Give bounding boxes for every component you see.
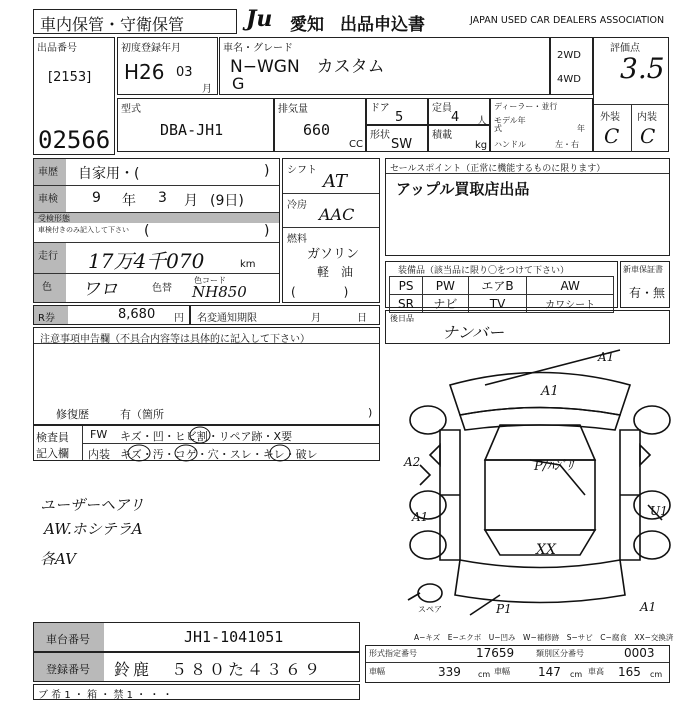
score-vdivider <box>631 104 632 152</box>
registration-month-unit: 月 <box>202 84 212 95</box>
class-value: 0003 <box>624 646 655 660</box>
diagram-mark-p: P/ﾊｼﾞﾘ <box>534 459 574 474</box>
inspector-circles <box>34 426 381 462</box>
chassis-label: 車台番号 <box>46 633 90 646</box>
equipment-box <box>385 261 618 311</box>
color-label-bg <box>34 274 66 302</box>
capacity-value: 4 <box>451 110 460 125</box>
color-code-label: 色コード <box>194 276 226 285</box>
history-label-bg <box>34 159 66 185</box>
equip-ps[interactable]: PS <box>390 277 423 295</box>
class-label: 類別区分番号 <box>536 649 584 658</box>
repair-label: 修復歴 <box>56 408 89 421</box>
equip-navi[interactable]: ナビ <box>423 295 469 313</box>
equip-leather[interactable]: カワシート <box>527 295 614 313</box>
dims-line <box>366 662 669 663</box>
inspection-year: 9 <box>92 190 101 206</box>
equipment-row <box>390 277 614 295</box>
history-line-1 <box>34 185 279 186</box>
door-label: ドア <box>370 103 390 114</box>
color-label: 色 <box>42 282 52 293</box>
load-unit: kg <box>475 140 488 151</box>
height-value: 165 <box>618 665 641 679</box>
lot-bracket: [2153] <box>48 70 92 85</box>
shift-line-1 <box>283 193 379 194</box>
note-line-1: ユーザーヘアリ <box>40 496 144 514</box>
diagram-mark-u1: U1 <box>650 504 668 518</box>
spec-value: 17659 <box>476 646 515 660</box>
registration-box <box>117 37 218 95</box>
car-diagram <box>400 345 680 630</box>
drive-box <box>550 37 593 95</box>
spec-label: 形式指定番号 <box>369 649 417 658</box>
bottom-text: ブ 希 1 ・ 箱 ・ 禁 1 ・ ・ ・ <box>38 690 173 701</box>
equip-sr[interactable]: SR <box>390 295 423 313</box>
length-label: 車幅 <box>369 667 385 676</box>
diagram-mark-a1-front: A1 <box>598 350 615 364</box>
caution-line <box>34 343 379 344</box>
ac-label: 冷房 <box>287 200 307 211</box>
inspection-month: 3 <box>158 190 167 206</box>
color-code-value: NH850 <box>192 283 247 301</box>
new-warranty-box <box>620 261 670 308</box>
sales-value: アップル買取店出品 <box>396 180 530 198</box>
history-block <box>33 158 280 303</box>
type-label: 型式 <box>121 104 141 115</box>
interior-grade: C <box>640 124 656 148</box>
drive-4wd: 4WD <box>557 74 581 85</box>
bottom-strip <box>33 684 360 700</box>
receipt-label-bg <box>34 213 279 223</box>
displacement-box <box>274 98 366 152</box>
damage-legend: A−キズ E−エクボ U−凹み W−補修跡 S−サビ C−腐食 XX−交換済 <box>414 633 674 642</box>
lot-number: 02566 <box>38 126 111 154</box>
history-line-3 <box>34 242 279 243</box>
capacity-label: 定員 <box>432 103 452 114</box>
inspector-box <box>33 425 380 461</box>
shape-label: 形状 <box>370 130 390 141</box>
receipt-note: 車検付きのみ記入して下さい <box>38 226 129 234</box>
new-warranty-value: 有・無 <box>629 286 666 300</box>
door-value: 5 <box>395 110 404 125</box>
interior-check-label: 内装 <box>88 448 110 461</box>
dims-box <box>365 645 670 683</box>
load-box <box>428 125 490 152</box>
spare-label: スペア <box>418 605 442 614</box>
capacity-unit: 人 <box>477 116 487 127</box>
equipment-table <box>389 276 614 313</box>
reg-no-label: 登録番号 <box>46 663 90 676</box>
storage-note: 車内保管・守衛保管 <box>40 15 185 34</box>
chassis-value: JH1-1041051 <box>184 628 284 646</box>
width-value: 147 <box>538 665 561 679</box>
inspector-label-2: 記入欄 <box>36 447 69 460</box>
ac-value: AAC <box>319 205 355 224</box>
displacement-label: 排気量 <box>278 104 308 115</box>
history-line-4 <box>34 273 279 274</box>
interior-check-items: キズ・汚・コゲ・穴・スレ・キレ・破レ <box>120 448 318 461</box>
repair-value: 有（箇所 <box>120 408 164 421</box>
inspection-month-unit: 月 <box>184 193 198 209</box>
capacity-box <box>428 98 490 125</box>
recycle-box <box>33 305 190 325</box>
new-warranty-label: 新車保証書 <box>623 265 663 274</box>
equip-pw[interactable]: PW <box>423 277 469 295</box>
model-grade: G <box>232 74 245 93</box>
height-label: 車高 <box>588 667 604 676</box>
extra-items-box <box>385 310 670 344</box>
model-box <box>219 37 550 95</box>
repair-close: ) <box>368 406 373 419</box>
fw-items: キズ・凹・ヒビ割・リペア跡・X要 <box>120 430 293 443</box>
caution-box <box>33 327 380 425</box>
sales-label: セールスポイント（正常に機能するものに限ります） <box>390 164 606 174</box>
notice-box <box>190 305 380 325</box>
drive-2wd: 2WD <box>557 50 581 61</box>
storage-note-box <box>33 9 237 34</box>
extra-items-value: ナンバー <box>442 323 505 342</box>
registration-month: 03 <box>176 65 193 80</box>
dealer-box <box>490 98 593 152</box>
interior-label: 内装 <box>637 112 657 123</box>
history-label: 車歴 <box>38 167 58 178</box>
inspection-year-unit: 年 <box>122 193 136 209</box>
shift-line-2 <box>283 227 379 228</box>
notice-label: 名変通知期限 <box>197 313 257 324</box>
shift-label: シフト <box>287 165 317 176</box>
model-label: 車名・グレード <box>223 43 293 54</box>
type-box <box>117 98 274 152</box>
shape-value: SW <box>391 137 413 152</box>
mileage-unit: km <box>240 259 256 270</box>
equip-tv[interactable]: TV <box>468 295 527 313</box>
caution-label: 注意事項申告欄（不具合内容等は具体的に記入して下さい） <box>40 334 310 345</box>
org-english: JAPAN USED CAR DEALERS ASSOCIATION <box>470 15 665 26</box>
shift-block <box>282 158 380 303</box>
mileage-value: 17万4千070 <box>88 249 205 273</box>
lot-label: 出品番号 <box>37 43 77 54</box>
registration-era: H26 <box>124 60 165 84</box>
extra-items-label: 後日品 <box>390 314 414 323</box>
equip-aw[interactable]: AW <box>527 277 614 295</box>
score-label: 評価点 <box>610 43 640 54</box>
shape-box <box>366 125 428 152</box>
width-unit: cm <box>570 670 583 679</box>
diagram-mark-a2: A2 <box>404 455 421 469</box>
exterior-grade: C <box>604 124 620 148</box>
equipment-label: 装備品（該当品に限り〇をつけて下さい） <box>398 266 570 276</box>
recycle-label-bg <box>34 306 68 324</box>
diagram-mark-a1-top: A1 <box>541 384 559 399</box>
receipt-label: 受検形態 <box>38 214 70 223</box>
registration-label: 初度登録年月 <box>121 43 181 54</box>
notice-month: 月 <box>311 313 321 324</box>
diagram-mark-a1-left: A1 <box>412 510 429 524</box>
color-value: ワロ <box>82 279 118 300</box>
receipt-paren-close: ) <box>264 223 270 239</box>
inspection-label: 車検 <box>38 194 58 205</box>
ju-logo: Ju <box>246 6 273 32</box>
fuel-label: 燃料 <box>287 234 307 245</box>
inspection-day: (9日) <box>210 193 244 209</box>
type-value: DBA-JH1 <box>160 121 224 139</box>
lot-box <box>33 37 115 155</box>
fuel-diesel: 軽 油 <box>317 265 354 279</box>
org-name: 愛知 <box>290 15 324 35</box>
recycle-value: 8,680 <box>118 307 156 322</box>
chassis-box <box>33 622 360 652</box>
inspection-label-bg <box>34 186 66 212</box>
mileage-label-bg <box>34 243 66 273</box>
repaint-label: 色替 <box>152 283 172 294</box>
score-value: 3.5 <box>620 52 665 85</box>
form-title: 出品申込書 <box>340 15 425 35</box>
model-year-unit: 年 <box>577 124 585 133</box>
note-line-3: 各AV <box>40 550 76 568</box>
recycle-label: R券 <box>38 313 55 324</box>
fw-label: FW <box>90 428 108 441</box>
diagram-mark-p1: P1 <box>496 602 512 616</box>
sales-line <box>386 173 669 174</box>
inspector-label-1: 検査員 <box>36 431 69 444</box>
reg-no-box <box>33 652 360 682</box>
dealer-label: ディーラー・並行 <box>494 102 558 111</box>
door-box <box>366 98 428 125</box>
receipt-paren-open: ( <box>144 223 150 239</box>
recycle-unit: 円 <box>174 313 184 324</box>
diagram-mark-a1-right: A1 <box>640 600 657 614</box>
diagram-mark-xx: XX <box>536 542 556 558</box>
reg-no-value: 鈴鹿 ５８０た４３６９ <box>114 660 324 679</box>
fuel-paren: ( ) <box>291 285 349 299</box>
note-line-2: AW.ホシテラA <box>44 520 143 538</box>
fuel-gas: ガソリン <box>307 247 360 262</box>
length-unit: cm <box>478 670 491 679</box>
handle-label: ハンドル <box>494 140 526 149</box>
mileage-label: 走行 <box>38 251 58 262</box>
displacement-value: 660 <box>303 121 331 139</box>
shift-value: AT <box>323 171 348 192</box>
exterior-label: 外装 <box>600 112 620 123</box>
length-value: 339 <box>438 665 461 679</box>
history-value: 自家用・( <box>78 166 140 182</box>
chassis-label-bg <box>34 623 104 651</box>
model-name: N−WGN カスタム <box>230 57 385 77</box>
height-unit: cm <box>650 670 663 679</box>
score-box <box>593 37 669 152</box>
reg-no-label-bg <box>34 653 104 681</box>
width-label: 車幅 <box>494 667 510 676</box>
model-year-label: モデル年式 <box>494 116 526 133</box>
sales-box <box>385 158 670 256</box>
equip-airbag[interactable]: エアB <box>468 277 527 295</box>
load-label: 積載 <box>432 130 452 141</box>
handle-value: 左・右 <box>555 140 579 149</box>
notice-day: 日 <box>357 313 367 324</box>
displacement-unit: CC <box>349 139 363 150</box>
history-close: ) <box>264 163 270 179</box>
